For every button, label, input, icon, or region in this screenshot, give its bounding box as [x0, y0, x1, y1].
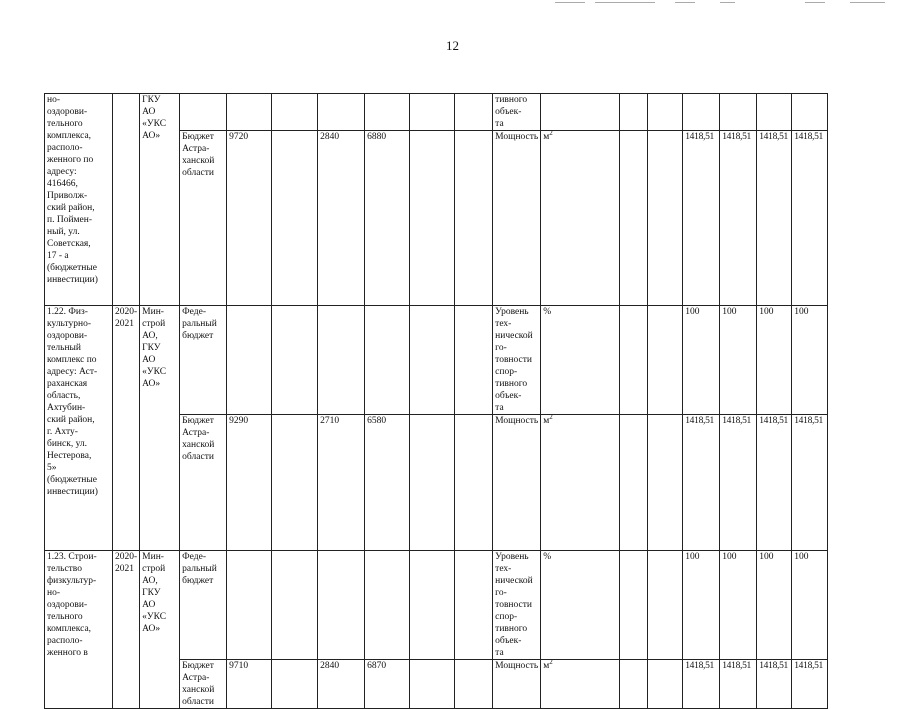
year-cell [455, 306, 493, 415]
indicator-value-cell: 1418,51 [792, 415, 828, 551]
year-cell [272, 94, 318, 131]
indicator-value-cell [648, 660, 683, 709]
indicator-value-cell: 100 [683, 306, 720, 415]
table-row [45, 94, 862, 131]
year-cell [365, 551, 410, 660]
measure-name-cell: 1.23. Строи- тельство физкультур- но- оздорови- тельного комплекса, располо- женного в [45, 551, 113, 709]
indicator-value-cell [648, 131, 683, 306]
year-cell [365, 306, 410, 415]
year-cell [410, 660, 455, 709]
period-cell [113, 94, 140, 306]
year-cell [455, 415, 493, 551]
period-cell: 2020- 2021 [113, 551, 140, 709]
year-cell: 2840 [318, 131, 365, 306]
funding-source-cell: Бюджет Астра- ханской области [180, 131, 227, 306]
indicator-value-cell [620, 131, 648, 306]
funding-source-cell [180, 94, 227, 131]
total-cell [227, 551, 272, 660]
page-number: 12 [446, 38, 459, 53]
indicator-value-cell [648, 306, 683, 415]
year-cell [272, 660, 318, 709]
indicator-value-cell: 1418,51 [757, 660, 792, 709]
indicator-value-cell: 100 [720, 551, 757, 660]
indicator-value-cell: 1418,51 [720, 131, 757, 306]
year-cell [455, 551, 493, 660]
total-cell: 9710 [227, 660, 272, 709]
indicator-value-cell: 100 [720, 306, 757, 415]
unit-cell: $м^2$ [541, 131, 620, 306]
year-cell [365, 94, 410, 131]
total-cell [227, 306, 272, 415]
indicator-name-cell: Уровень тех- нической го- товности спор- тивного объек- та [493, 551, 541, 660]
funding-source-cell: Феде- ральный бюджет [180, 306, 227, 415]
indicator-value-cell [620, 551, 648, 660]
unit-cell: $м^2$ [541, 415, 620, 551]
indicator-value-cell [648, 551, 683, 660]
indicator-value-cell [648, 415, 683, 551]
indicator-value-cell [620, 660, 648, 709]
indicator-value-cell: 1418,51 [683, 131, 720, 306]
executor-cell: Мин- строй АО, ГКУ АО «УКС АО» [140, 551, 180, 709]
year-cell [455, 94, 493, 131]
indicator-value-cell: 1418,51 [757, 415, 792, 551]
year-cell [410, 551, 455, 660]
indicator-name-cell: Мощность [493, 131, 541, 306]
indicator-value-cell [792, 94, 828, 131]
indicator-value-cell [648, 94, 683, 131]
funding-source-cell: Бюджет Астра- ханской области [180, 415, 227, 551]
year-cell [455, 131, 493, 306]
year-cell [410, 94, 455, 131]
indicator-name-cell: Мощность [493, 660, 541, 709]
year-cell [410, 415, 455, 551]
year-cell [318, 306, 365, 415]
indicator-name-cell: Мощность [493, 415, 541, 551]
year-cell: 6870 [365, 660, 410, 709]
indicator-value-cell [757, 94, 792, 131]
year-cell: 6880 [365, 131, 410, 306]
indicator-value-cell: 100 [792, 551, 828, 660]
indicator-value-cell: 100 [683, 551, 720, 660]
unit-cell: % [541, 306, 620, 415]
period-cell: 2020- 2021 [113, 306, 140, 551]
executor-cell: Мин- строй АО, ГКУ АО «УКС АО» [140, 306, 180, 551]
year-cell: 2840 [318, 660, 365, 709]
indicator-value-cell [620, 415, 648, 551]
indicator-name-cell: Уровень тех- нической го- товности спор- тивного объек- та [493, 306, 541, 415]
table-row [45, 551, 862, 660]
funding-source-cell: Феде- ральный бюджет [180, 551, 227, 660]
indicator-value-cell: 100 [757, 306, 792, 415]
indicator-value-cell [720, 94, 757, 131]
year-cell [272, 551, 318, 660]
top-edge-marks [555, 2, 895, 5]
year-cell [272, 131, 318, 306]
indicator-value-cell: 1418,51 [720, 660, 757, 709]
year-cell: 6580 [365, 415, 410, 551]
year-cell [410, 306, 455, 415]
unit-cell: $м^2$ [541, 660, 620, 709]
year-cell [272, 415, 318, 551]
indicator-value-cell [620, 94, 648, 131]
total-cell: 9290 [227, 415, 272, 551]
year-cell: 2710 [318, 415, 365, 551]
indicator-value-cell: 100 [757, 551, 792, 660]
indicator-value-cell: 100 [792, 306, 828, 415]
unit-cell: % [541, 551, 620, 660]
indicator-value-cell [683, 94, 720, 131]
year-cell [455, 660, 493, 709]
indicator-value-cell [620, 306, 648, 415]
executor-cell: ГКУ АО «УКС АО» [140, 94, 180, 306]
indicator-value-cell: 1418,51 [683, 415, 720, 551]
indicator-name-cell: тивного объек- та [493, 94, 541, 131]
funding-source-cell: Бюджет Астра- ханской области [180, 660, 227, 709]
indicator-value-cell: 1418,51 [720, 415, 757, 551]
year-cell [318, 94, 365, 131]
year-cell [272, 306, 318, 415]
table-row [45, 306, 862, 415]
indicator-value-cell: 1418,51 [683, 660, 720, 709]
total-cell: 9720 [227, 131, 272, 306]
year-cell [410, 131, 455, 306]
program-table [44, 93, 862, 709]
indicator-value-cell: 1418,51 [757, 131, 792, 306]
indicator-value-cell: 1418,51 [792, 660, 828, 709]
year-cell [318, 551, 365, 660]
unit-cell [541, 94, 620, 131]
indicator-value-cell: 1418,51 [792, 131, 828, 306]
measure-name-cell: 1.22. Физ- культурно- оздорови- тельный комплекс по адресу: Аст- раханская область, Ахтубин- ский район, г. Ахту- бинск, ул. Нестерова, 5» (бюджетные инвестиции) [45, 306, 113, 551]
measure-name-cell: но- оздорови- тельного комплекса, располо- женного по адресу: 416466, Приволж- ский район, п. Поймен- ный, ул. Советская, 17 - а (бюджетные инвестиции) [45, 94, 113, 306]
total-cell [227, 94, 272, 131]
